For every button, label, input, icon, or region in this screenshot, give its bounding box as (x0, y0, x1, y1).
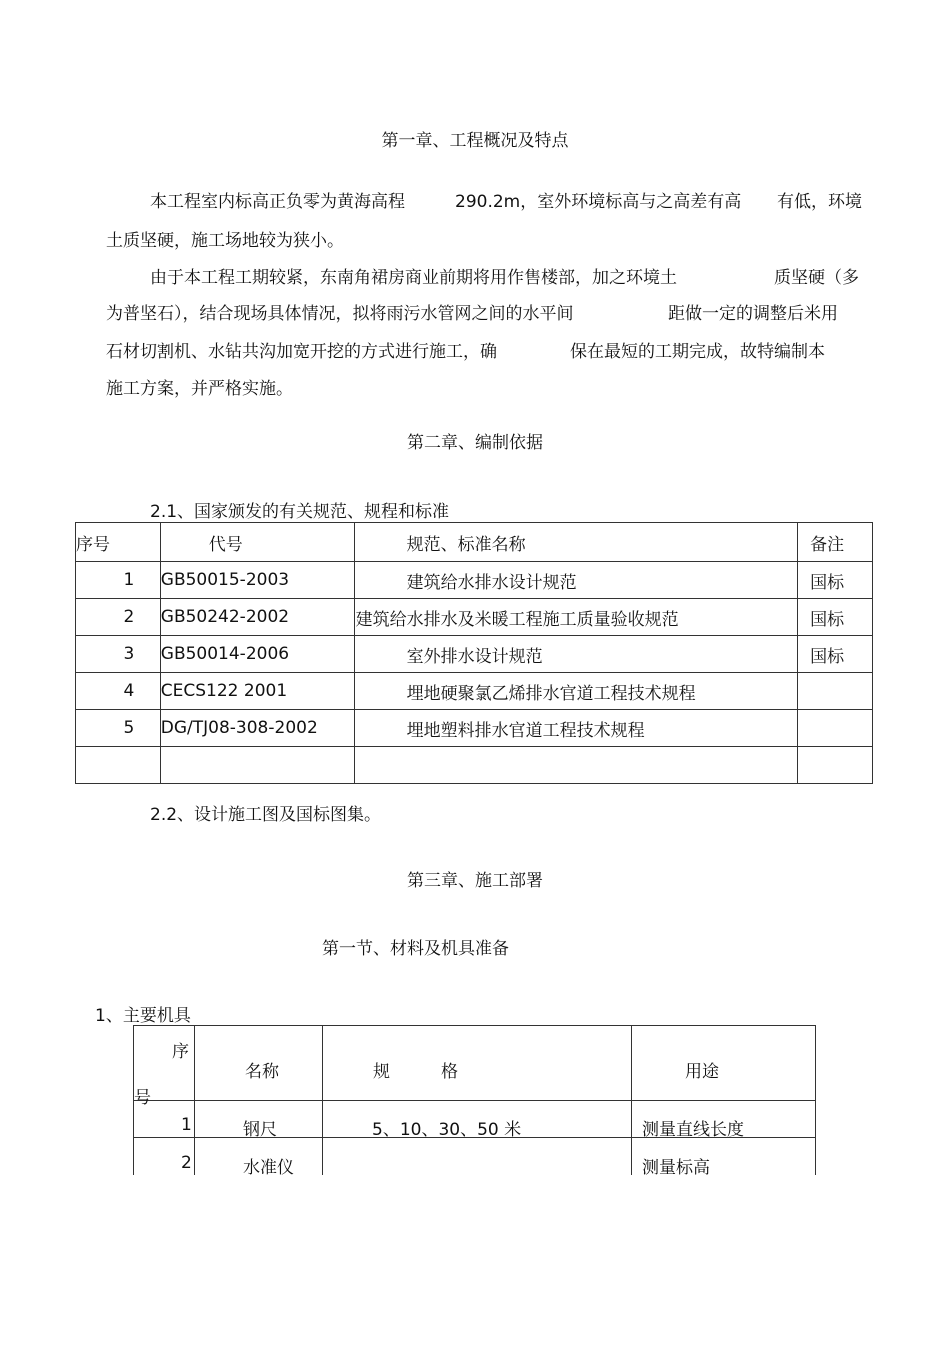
tools-row-name: 水准仪 (243, 1158, 294, 1178)
row-note: 国标 (798, 636, 873, 673)
row-no: 4 (76, 673, 161, 710)
paragraph-2-line1-b: 质坚硬（多 (774, 268, 859, 288)
tools-header-no-bottom: 号 (134, 1088, 151, 1108)
paragraph-2-line2-a: 为普坚石），结合现场具体情况，拟将雨污水管网之间的水平间 (106, 304, 574, 324)
tools-row-no: 2 (181, 1153, 192, 1173)
empty-cell (160, 747, 354, 784)
section-2-2-heading: 2.2、设计施工图及国标图集。 (150, 805, 382, 825)
row-code: GB50015-2003 (160, 562, 354, 599)
row-note (798, 673, 873, 710)
standards-table (75, 522, 873, 784)
table-row (76, 710, 873, 747)
tools-row-use: 测量标高 (642, 1158, 710, 1178)
row-name: 埋地硬聚氯乙烯排水官道工程技术规程 (354, 673, 798, 710)
row-note: 国标 (798, 599, 873, 636)
row-code: DG/TJ08-308-2002 (160, 710, 354, 747)
row-no: 1 (76, 562, 161, 599)
tools-row-use: 测量直线长度 (642, 1120, 744, 1140)
header-note: 备注 (798, 523, 873, 562)
header-code: 代号 (160, 523, 354, 562)
paragraph-2-line4: 施工方案，并严格实施。 (106, 379, 293, 399)
row-name: 建筑给水排水设计规范 (354, 562, 798, 599)
row-name: 室外排水设计规范 (354, 636, 798, 673)
row-name: 埋地塑料排水官道工程技术规程 (354, 710, 798, 747)
table-row (76, 562, 873, 599)
paragraph-1-line1-b: 290.2m，室外环境标高与之高差有高 (455, 192, 742, 212)
row-code: CECS122 2001 (160, 673, 354, 710)
paragraph-1-line1-c: 有低，环境 (777, 192, 862, 212)
tools-header-spec-b: 格 (441, 1062, 458, 1082)
paragraph-2-line3-b: 保在最短的工期完成，故特编制本 (570, 342, 825, 362)
row-code: GB50242-2002 (160, 599, 354, 636)
tools-row-spec: 5、10、30、50 米 (372, 1120, 522, 1140)
row-note (798, 710, 873, 747)
chapter3-title: 第三章、施工部署 (407, 871, 543, 891)
header-name: 规范、标准名称 (354, 523, 798, 562)
tools-header-use: 用途 (685, 1062, 719, 1082)
empty-cell (354, 747, 798, 784)
tools-header-no-top: 序 (172, 1042, 189, 1062)
empty-cell (76, 747, 161, 784)
paragraph-1-line1-a: 本工程室内标高正负零为黄海高程 (150, 192, 405, 212)
standards-table-header (76, 523, 873, 562)
table-row (76, 599, 873, 636)
row-name: 建筑给水排水及米暖工程施工质量验收规范 (354, 599, 798, 636)
tools-header-spec-a: 规 (373, 1062, 390, 1082)
table-row (76, 636, 873, 673)
row-note: 国标 (798, 562, 873, 599)
paragraph-2-line3-a: 石材切割机、水钻共沟加宽开挖的方式进行施工，确 (106, 342, 497, 362)
row-no: 3 (76, 636, 161, 673)
list-item-tools: 1、主要机具 (95, 1006, 191, 1026)
row-no: 2 (76, 599, 161, 636)
tools-row-no: 1 (181, 1115, 192, 1135)
table-row (76, 673, 873, 710)
row-no: 5 (76, 710, 161, 747)
section-1-title: 第一节、材料及机具准备 (322, 939, 509, 959)
paragraph-1-line2: 土质坚硬，施工场地较为狭小。 (106, 231, 344, 251)
chapter2-title: 第二章、编制依据 (407, 433, 543, 453)
paragraph-2-line1-a: 由于本工程工期较紧，东南角裙房商业前期将用作售楼部，加之环境土 (150, 268, 677, 288)
chapter1-title: 第一章、工程概况及特点 (381, 131, 569, 151)
tools-table (133, 1025, 816, 1178)
paragraph-2-line2-b: 距做一定的调整后米用 (668, 304, 838, 324)
tools-header-name: 名称 (245, 1062, 279, 1082)
tools-row-name: 钢尺 (243, 1120, 277, 1140)
row-code: GB50014-2006 (160, 636, 354, 673)
empty-cell (798, 747, 873, 784)
header-no: 序号 (76, 523, 161, 562)
table-row-empty (76, 747, 873, 784)
section-2-1-heading: 2.1、国家颁发的有关规范、规程和标准 (150, 502, 450, 522)
